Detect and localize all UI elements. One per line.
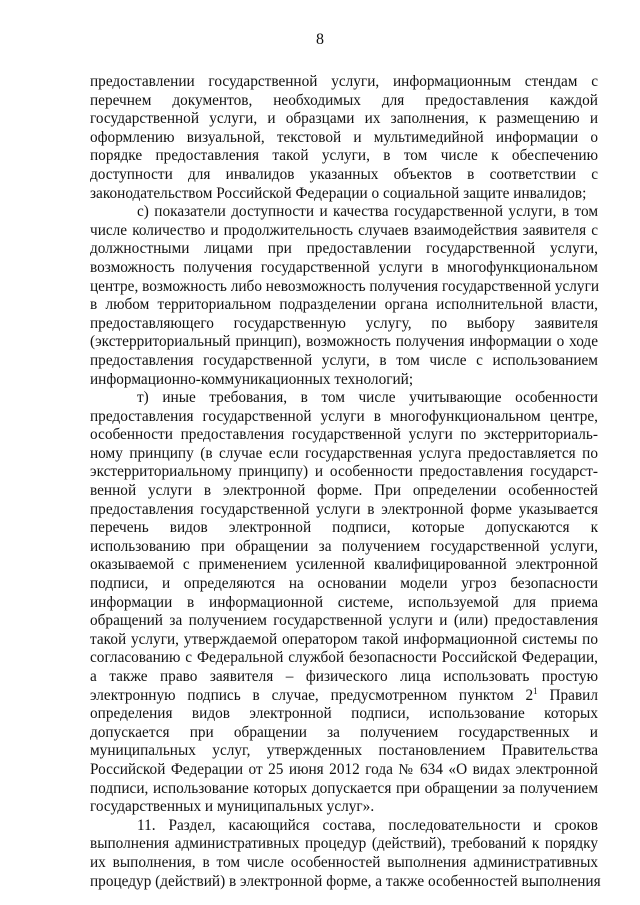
text-line (90, 538, 598, 557)
line-text: должностными лицами при предоставлении государственной услуги, (90, 240, 598, 258)
text-line (90, 519, 598, 538)
line-text: ному принципу (в случае если государственная услуга предоставляется по (90, 444, 598, 462)
line-text: возможность получения государственной услуги в многофункциональном (90, 258, 598, 276)
line-text: муниципальных услуг, утвержденных постановлением Правительства (90, 742, 598, 760)
line-text: согласованию с Федеральной службой безопасности Российской Федерации, (90, 649, 598, 667)
text-line (90, 556, 598, 575)
line-text: в любом территориальном подразделении органа исполнительной власти, (90, 296, 598, 314)
text-line (90, 854, 598, 873)
line-text: Российской Федерации от 25 июня 2012 года № 634 «О видах электронной (90, 760, 598, 778)
line-text: государственной услуги, и образцами их заполнения, к размещению и (90, 110, 598, 128)
line-text: предоставления государственной услуги в многофункциональном центре, (90, 407, 598, 425)
text-line (90, 780, 598, 799)
line-text: венной услуги в электронной форме. При определении особенностей (90, 482, 598, 500)
line-text: предоставляющего государственную услугу, по выбору заявителя (90, 314, 598, 332)
text-line (90, 687, 598, 706)
text-line (90, 742, 598, 761)
text-line (90, 575, 598, 594)
text-line (90, 185, 598, 204)
line-text: подписи, использование которых допускается при обращении за получением (90, 779, 598, 797)
line-text: законодательством Российской Федерации о социальной защите инвалидов; (90, 184, 587, 202)
text-line (90, 352, 598, 371)
text-line (90, 835, 598, 854)
line-text: предоставления государственной услуги в электронной форме указывается (90, 500, 598, 518)
line-text: электронную подпись в случае, предусмотренном пунктом 2 (90, 686, 534, 704)
line-text: 11. Раздел, касающийся состава, последовательности и сроков (137, 816, 598, 834)
text-line (90, 315, 598, 334)
line-text: предоставлении государственной услуги, информационным стендам с (90, 73, 598, 90)
text-line (90, 612, 598, 631)
line-text: допускается при обращении за получением государственных и (90, 723, 598, 741)
line-text: информационно-коммуникационных технологий; (90, 370, 414, 388)
line-text: процедур (действий) в электронной форме, а также особенностей выполнения (90, 872, 601, 890)
paragraph-first-line (90, 817, 598, 836)
text-line (90, 110, 598, 129)
text-line (90, 166, 598, 185)
line-text-after: Правил (537, 686, 598, 704)
line-text: (экстерриториальный принцип), возможность получения информации о ходе (90, 333, 598, 351)
line-text: порядке предоставления такой услуги, в том числе к обеспечению (90, 147, 598, 165)
text-line (90, 501, 598, 520)
text-line (90, 445, 598, 464)
text-line (90, 649, 598, 668)
page-number: 8 (316, 31, 324, 48)
text-line (90, 129, 598, 148)
line-text: подписи, и определяются на основании модели угроз безопасности (90, 575, 598, 593)
body-text (90, 73, 601, 891)
text-line (90, 222, 598, 241)
text-line (90, 278, 598, 297)
line-text: перечнем документов, необходимых для предоставления каждой (90, 91, 598, 109)
line-text: экстерриториальному принципу) и особенности предоставления государст- (90, 463, 598, 481)
line-text: доступности для инвалидов указанных объектов в соответствии с (90, 165, 598, 183)
text-line (90, 259, 598, 278)
line-text: определения видов электронной подписи, использование которых (90, 705, 598, 723)
line-text: предоставления государственной услуги, в том числе с использованием (90, 351, 598, 369)
text-line (90, 724, 598, 743)
line-text: выполнения административных процедур (действий), требований к порядку (90, 835, 598, 853)
line-text: информации в информационной системе, используемой для приема (90, 593, 598, 611)
line-text: числе количество и продолжительность случаев взаимодействия заявителя с (90, 221, 598, 239)
line-text: такой услуги, утверждаемой оператором такой информационной системы по (90, 630, 598, 648)
text-line (90, 92, 598, 111)
line-text: обращений за получением государственной услуги и (или) предоставления (90, 612, 598, 630)
line-text: государственных и муниципальных услуг». (90, 798, 375, 816)
text-line (90, 408, 598, 427)
line-text: оказываемой с применением усиленной квалифицированной электронной (90, 556, 598, 574)
line-text: их выполнения, в том числе особенностей выполнения административных (90, 853, 598, 871)
text-line (90, 705, 598, 724)
text-line (90, 73, 598, 92)
text-line (90, 594, 598, 613)
text-line (90, 296, 598, 315)
text-line (90, 463, 598, 482)
line-text: особенности предоставления государственной услуги по экстерриториаль- (90, 426, 598, 444)
paragraph-first-line (90, 389, 598, 408)
text-line (90, 371, 598, 390)
line-text: перечень видов электронной подписи, которые допускаются к (90, 519, 598, 537)
text-line (90, 426, 598, 445)
line-text: оформлению визуальной, текстовой и мультимедийной информации о (90, 128, 598, 146)
text-line (90, 631, 598, 650)
text-line (90, 872, 601, 892)
text-line (90, 761, 598, 780)
text-line (90, 240, 598, 259)
text-line (90, 668, 598, 687)
text-line (90, 147, 598, 166)
text-line (90, 482, 598, 501)
text-line (90, 798, 598, 817)
line-text: использованию при обращении за получением государственной услуги, (90, 537, 598, 555)
text-line (90, 333, 598, 352)
line-text: т) иные требования, в том числе учитывающие особенности (137, 389, 598, 407)
line-text: с) показатели доступности и качества государственной услуги, в том (137, 203, 598, 221)
footnote-superscript: 1 (533, 685, 538, 696)
line-text: центре, возможность либо невозможность получения государственной услуги (90, 277, 600, 295)
line-text: а также право заявителя – физического лица использовать простую (90, 668, 598, 685)
paragraph-first-line (90, 203, 598, 222)
